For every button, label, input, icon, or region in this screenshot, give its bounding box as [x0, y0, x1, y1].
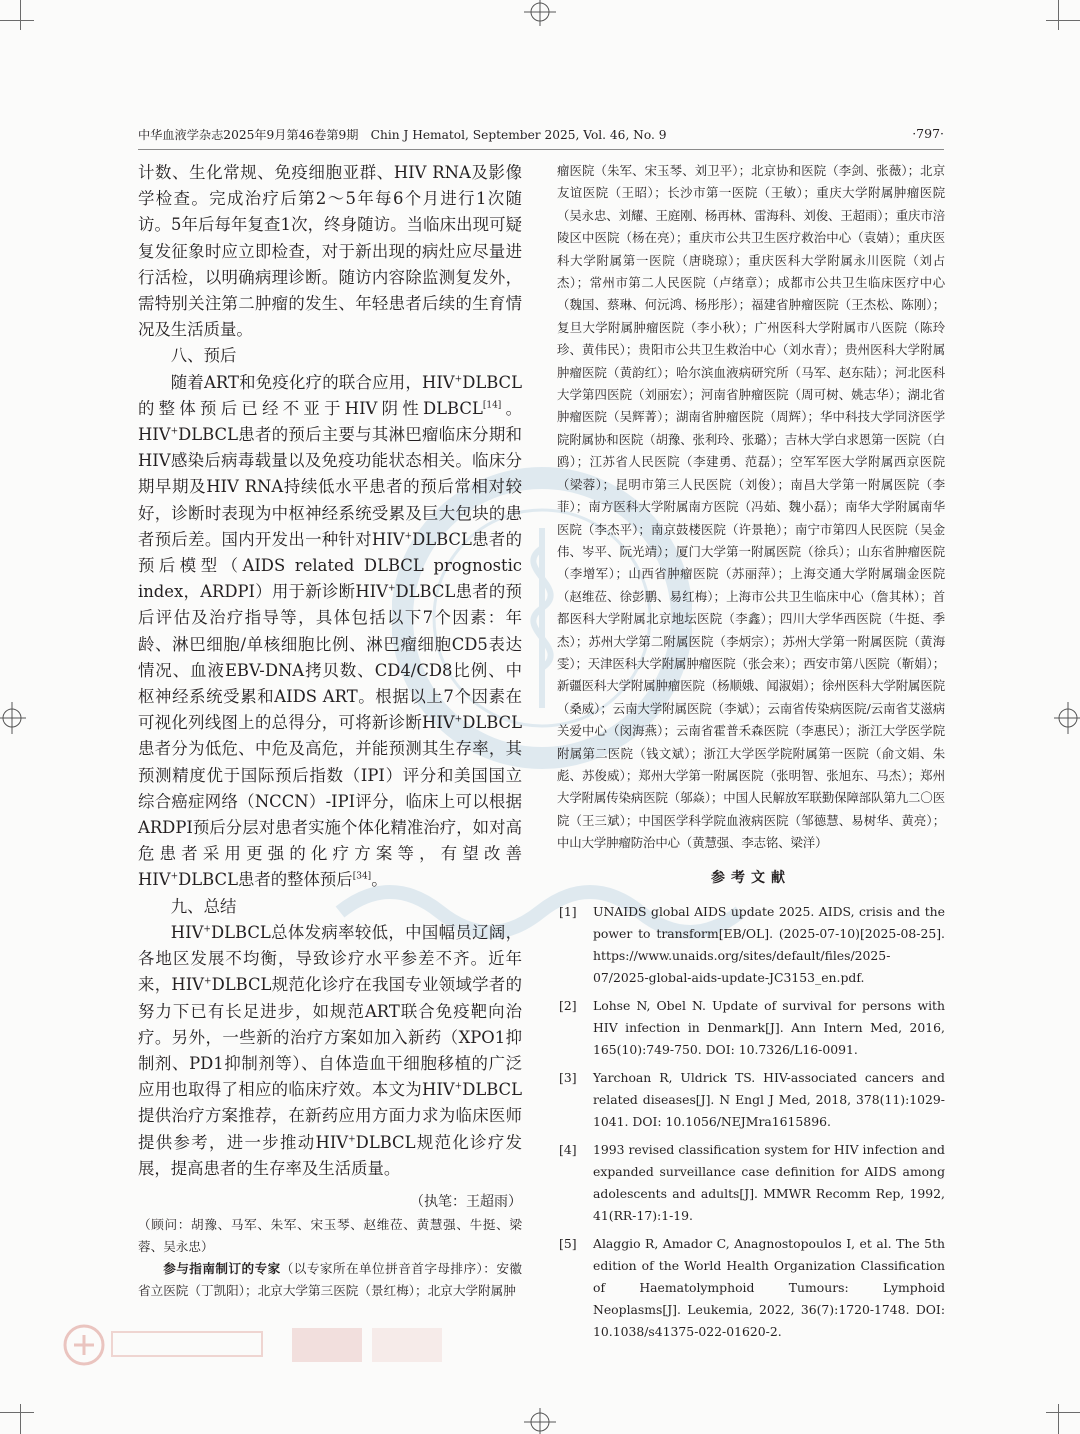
- registration-mark-bottom: [520, 1408, 560, 1434]
- citation: [14]: [482, 400, 502, 411]
- reference-item: [1] UNAIDS global AIDS update 2025. AIDS, crisis and the power to transform[EB/OL]. (2025-07-10)[2025-08-25]. https://www.unaids.org/sites/default/files/2025-07/2025-global-aids-update-JC3153_en.pdf.: [559, 903, 945, 985]
- registration-mark-top: [520, 0, 560, 26]
- registration-mark-left: [0, 698, 26, 738]
- section-heading-prognosis: 八、预后: [170, 346, 237, 366]
- advisors-list: （顾问：胡豫、马军、朱军、宋玉琴、赵维莅、黄慧强、牛挺、梁蓉、吴永忠）: [138, 1216, 522, 1254]
- page-number: ·797·: [912, 126, 944, 141]
- summary-paragraph: HIV+DLBCL总体发病率较低，中国幅员辽阔，各地区发展不均衡，导致诊疗水平参差不齐。近年来，HIV+DLBCL规范化诊疗在我国专业领域学者的努力下已有长足进步，如规范ART联合免疫靶向治疗。另外，一些新的治疗方案如加入新药（XPO1抑制剂、PD1抑制剂等）、自体造血干细胞移植的广泛应用也取得了相应的临床疗效。本文为HIV+DLBCL提供治疗方案推荐，在新药应用方面力求为临床医师提供参考，进一步推动HIV+DLBCL规范化诊疗发展，提高患者的生存率及生活质量。: [138, 922, 522, 1178]
- left-column: [138, 160, 522, 1302]
- reference-list: [557, 901, 945, 1343]
- running-header: [138, 126, 944, 146]
- followup-paragraph: 计数、生化常规、免疫细胞亚群、HIV RNA及影像学检查。完成治疗后第2～5年每6个月进行1次随访。5年后每年复查1次，终身随访。当临床出现可疑复发征象时应立即检查，对于新出现的病灶应尽量进行活检，以明确病理诊断。随访内容除监测复发外，需特别关注第二肿瘤的发生、年轻患者后续的生育情况及生活质量。: [138, 163, 522, 340]
- section-heading-summary: 九、总结: [170, 896, 237, 916]
- citation: [34]: [352, 872, 372, 883]
- publisher-logo: [62, 1322, 482, 1368]
- author-credit: （执笔：王超雨）: [410, 1193, 522, 1210]
- experts-intro: 参与指南制订的专家（以专家所在单位拼音首字母排序）：安徽省立医院（丁凯阳）；北京大学第三医院（景红梅）；北京大学附属肿: [138, 1260, 523, 1298]
- registration-mark-right: [1054, 698, 1080, 738]
- right-column: [557, 160, 945, 1349]
- journal-info: 中华血液学杂志2025年9月第46卷第9期 Chin J Hematol, September 2025, Vol. 46, No. 9: [138, 128, 667, 142]
- header-rule: [138, 149, 944, 150]
- prognosis-paragraph: 随着ART和免疫化疗的联合应用，HIV+DLBCL的整体预后已经不亚于HIV阴性DLBCL[14]。HIV+DLBCL患者的预后主要与其淋巴瘤临床分期和HIV感染后病毒载量以及免疫功能状态相关。临床分期早期及HIV RNA持续低水平患者的预后常相对较好，诊断时表现为中枢神经系统受累及巨大包块的患者预后差。国内开发出一种针对HIV+DLBCL患者的预后模型（AIDS related DLBCL prognostic index，ARDPI）用于新诊断HIV+DLBCL患者的预后评估及治疗指导等，具体包括以下7个因素：年龄、淋巴细胞/单核细胞比例、淋巴瘤细胞CD5表达情况、血液EBV-DNA拷贝数、CD4/CD8比例、中枢神经系统受累和AIDS ART。根据以上7个因素在可视化列线图上的总得分，可将新诊断HIV+DLBCL患者分为低危、中危及高危，并能预测其生存率，其预测精度优于国际预后指数（IPI）评分和美国国立综合癌症网络（NCCN）-IPI评分，临床上可以根据ARDPI预后分层对患者实施个体化精准治疗，如对高危患者采用更强的化疗方案等，有望改善HIV+DLBCL患者的整体预后[34]。: [138, 372, 523, 890]
- reference-item: [5] Alaggio R, Amador C, Anagnostopoulos I, et al. The 5th edition of the World Health Organization Classification of Haematolymphoid Tumours: Lymphoid Neoplasms[J]. Leukemia, 2022, 36(7):1720-1748. DOI: 10.1038/s41375-022-01620-2.: [559, 1235, 945, 1339]
- references-title: 参考文献: [711, 869, 791, 886]
- reference-item: [3] Yarchoan R, Uldrick TS. HIV-associated cancers and related diseases[J]. N Engl J Med, 2018, 378(11):1029-1041. DOI: 10.1056/NEJMra1615896.: [559, 1069, 945, 1129]
- reference-item: [2] Lohse N, Obel N. Update of survival for persons with HIV infection in Denmark[J]. Ann Intern Med, 2016, 165(10):749-750. DOI: 10.7326/L16-0091.: [559, 997, 945, 1057]
- experts-list: 瘤医院（朱军、宋玉琴、刘卫平）；北京协和医院（李剑、张薇）；北京友谊医院（王昭）；长沙市第一医院（王敏）；重庆大学附属肿瘤医院（吴永忠、刘耀、王庭刚、杨再林、雷海科、刘俊、王超雨）；重庆市涪陵区中医院（杨在亮）；重庆市公共卫生医疗救治中心（袁婧）；重庆医科大学附属第一医院（唐晓琼）；重庆医科大学附属永川医院（刘占杰）；常州市第二人民医院（卢绪章）；成都市公共卫生临床医疗中心（魏国、蔡琳、何沅鸿、杨彤彤）；福建省肿瘤医院（王杰松、陈刚）；复旦大学附属肿瘤医院（李小秋）；广州医科大学附属市八医院（陈玲珍、黄伟民）；贵阳市公共卫生救治中心（刘水青）；贵州医科大学附属肿瘤医院（黄韵红）；哈尔滨血液病研究所（马军、赵东陆）；河北医科大学第四医院（刘丽宏）；河南省肿瘤医院（周可树、姚志华）；湖北省肿瘤医院（吴辉菁）；湖南省肿瘤医院（周辉）；华中科技大学同济医学院附属协和医院（胡豫、张利玲、张璐）；吉林大学白求恩第一医院（白鸥）；江苏省人民医院（李建勇、范磊）；空军军医大学附属西京医院（梁蓉）；昆明市第三人民医院（刘俊）；南昌大学第一附属医院（李菲）；南方医科大学附属南方医院（冯茹、魏小磊）；南华大学附属南华医院（李杰平）；南京鼓楼医院（许景艳）；南宁市第四人民医院（吴金伟、岑平、阮光靖）；厦门大学第一附属医院（徐兵）；山东省肿瘤医院（李增军）；山西省肿瘤医院（苏丽萍）；上海交通大学附属瑞金医院（赵维莅、徐彭鹏、易红梅）；上海市公共卫生临床中心（詹其林）；首都医科大学附属北京地坛医院（李鑫）；四川大学华西医院（牛挺、季杰）；苏州大学第二附属医院（李炳宗）；苏州大学第一附属医院（黄海雯）；天津医科大学附属肿瘤医院（张会来）；西安市第八医院（靳娟）；新疆医科大学附属肿瘤医院（杨顺娥、闻淑娟）；徐州医科大学附属医院（桑威）；云南大学附属医院（李斌）；云南省传染病医院/云南省艾滋病关爱中心（闵海燕）；云南省霍普禾森医院（李惠民）；浙江大学医学院附属第二医院（钱文斌）；浙江大学医学院附属第一医院（俞文娟、朱彪、苏俊威）；郑州大学第一附属医院（张明智、张旭东、马杰）；郑州大学附属传染病医院（邬焱）；中国人民解放军联勤保障部队第九二〇医院（王三斌）；中国医学科学院血液病医院（邹德慧、易树华、黄亮）；中山大学肿瘤防治中心（黄慧强、李志铭、梁洋）: [557, 163, 945, 851]
- reference-item: [4] 1993 revised classification system for HIV infection and expanded surveillance case definition for AIDS among adolescents and adults[J]. MMWR Recomm Rep, 1992, 41(RR-17):1-19.: [559, 1141, 945, 1223]
